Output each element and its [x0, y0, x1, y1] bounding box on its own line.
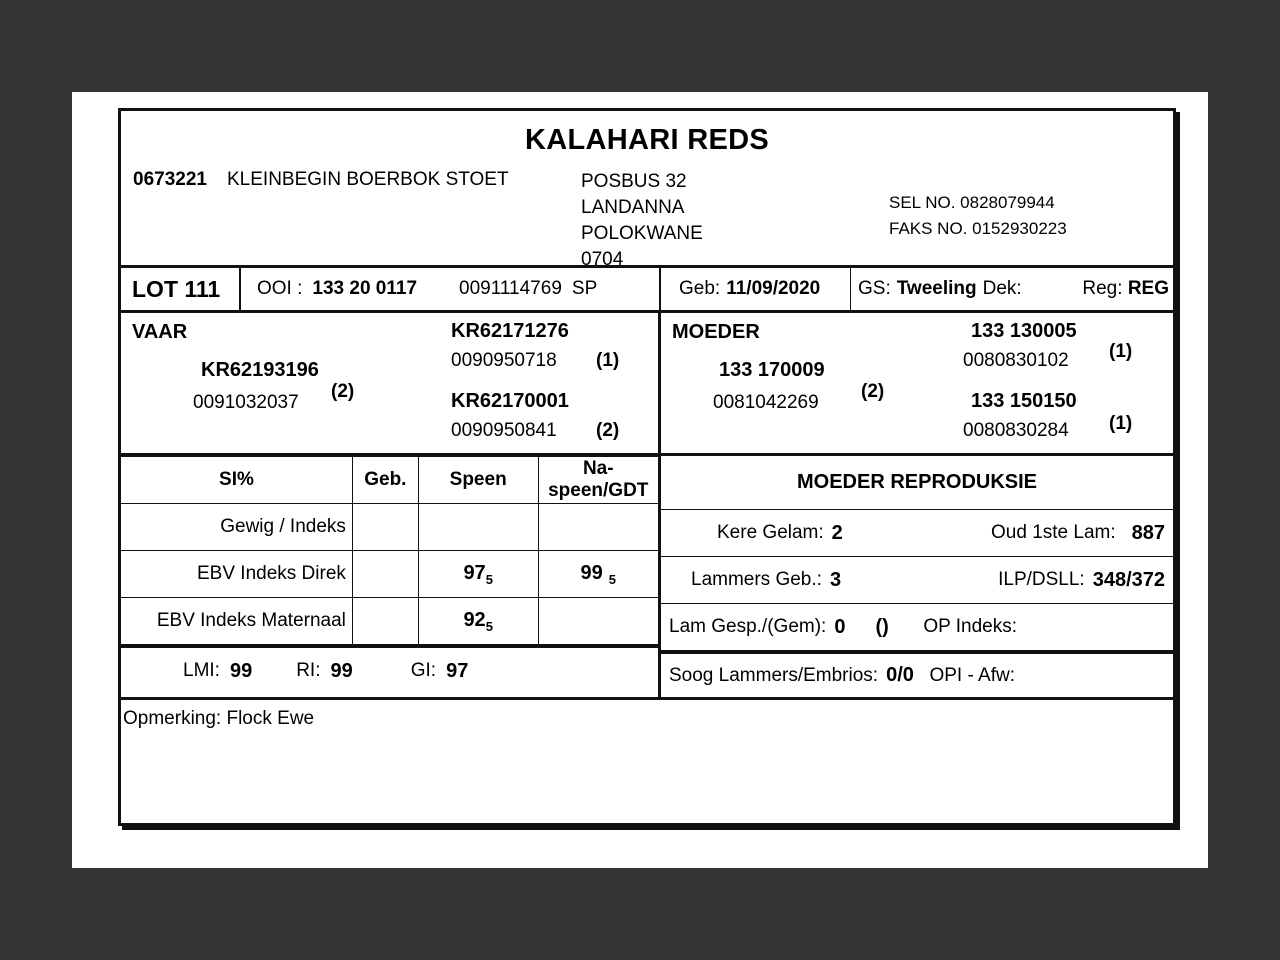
- sire-gsire-paren: (1): [596, 350, 620, 371]
- opi-afw-label: OPI - Afw:: [929, 664, 1015, 686]
- gewig-naspeen: [538, 504, 658, 551]
- birth-date-label: Geb:: [679, 278, 721, 299]
- oud-1ste-lam-value: 887: [1131, 521, 1165, 544]
- lam-gesp-value: 0: [834, 615, 846, 638]
- soog-lammers-value: 0/0: [886, 664, 914, 686]
- remark-label: Opmerking:: [123, 708, 222, 729]
- dam-paren: (2): [861, 381, 885, 402]
- reg-label: Reg:: [1082, 278, 1123, 299]
- owner-name: KLEINBEGIN BOERBOK STOET: [227, 169, 509, 190]
- dam-gdam-name: 133 150150: [971, 390, 1077, 412]
- reg-cell: [1082, 278, 1173, 300]
- dam-gdam-id: 0080830284: [963, 420, 1069, 441]
- ebv-maternaal-speen-sub: 5: [485, 618, 493, 634]
- dam-id: 0081042269: [713, 392, 819, 413]
- sire-gdam-paren: (2): [596, 420, 620, 441]
- oud-1ste-lam-group: [991, 522, 1173, 545]
- sire-panel: [121, 313, 661, 453]
- oud-1ste-lam-label: Oud 1ste Lam:: [991, 522, 1116, 543]
- lam-gesp-label: Lam Gesp./(Gem):: [669, 616, 827, 637]
- lower-section: [121, 456, 1173, 697]
- sire-heading: VAAR: [132, 321, 188, 343]
- ooi-number: 133 20 0117: [312, 278, 418, 299]
- ebv-direk-speen-sub: 5: [485, 571, 493, 587]
- row-label-ebv-maternaal: EBV Indeks Maternaal: [121, 598, 352, 645]
- dek-label: Dek:: [982, 278, 1022, 299]
- table-row: [121, 504, 658, 551]
- reproduction-row: [661, 557, 1173, 604]
- kere-gelam-value: 2: [831, 521, 843, 544]
- reg-value: REG: [1127, 278, 1169, 299]
- sire-name: KR62193196: [201, 359, 319, 381]
- gewig-speen: [418, 504, 538, 551]
- dam-gsire-id: 0080830102: [963, 350, 1069, 371]
- phone-number: SEL NO. 0828079944: [889, 193, 1055, 212]
- col-geb: Geb.: [352, 457, 418, 504]
- owner-number: 0673221: [133, 169, 207, 190]
- lmi-label: LMI:: [183, 660, 220, 681]
- ebv-direk-naspeen-sub: 5: [608, 571, 617, 587]
- lot-number: LOT 111: [121, 268, 241, 310]
- lam-gesp-gem: (): [875, 615, 889, 638]
- ooi-cell: [241, 268, 661, 310]
- animal-record-card: [118, 108, 1176, 826]
- birth-date-cell: [661, 268, 851, 310]
- address-line-1: POSBUS 32: [581, 171, 687, 192]
- address-line-4: 0704: [581, 249, 624, 270]
- address-line-3: POLOKWANE: [581, 223, 703, 244]
- ooi-code: SP: [571, 278, 598, 299]
- ebv-maternaal-naspeen: [538, 598, 658, 645]
- opi-afw-group: [929, 665, 1173, 687]
- dam-gsire-name: 133 130005: [971, 320, 1077, 342]
- table-row: [121, 551, 658, 598]
- row-label-gewig: Gewig / Indeks: [121, 504, 352, 551]
- remark-section: [121, 697, 1173, 805]
- birth-status-cell: [851, 268, 1173, 310]
- page-title: KALAHARI REDS: [525, 124, 769, 156]
- index-table-wrapper: [121, 456, 661, 697]
- contact-block: [889, 190, 1067, 242]
- ebv-maternaal-speen: [418, 598, 538, 645]
- reproduction-panel: [661, 456, 1173, 697]
- row-label-ebv-direk: EBV Indeks Direk: [121, 551, 352, 598]
- kere-gelam-label: Kere Gelam:: [717, 522, 824, 543]
- pedigree-section: [121, 313, 1173, 456]
- op-indeks-group: [923, 616, 1173, 638]
- lammers-geb-value: 3: [829, 568, 842, 591]
- dam-name: 133 170009: [719, 359, 825, 381]
- dam-panel: [661, 313, 1173, 453]
- ebv-maternaal-geb: [352, 598, 418, 645]
- index-table: [121, 456, 658, 645]
- ooi-label: OOI :: [257, 278, 303, 299]
- ebv-direk-naspeen-value: 99: [580, 561, 603, 584]
- col-si: SI%: [121, 457, 352, 504]
- op-indeks-label: OP Indeks:: [923, 616, 1017, 637]
- totals-row: [121, 645, 658, 694]
- index-table-header-row: [121, 457, 658, 504]
- birth-date-value: 11/09/2020: [726, 278, 821, 299]
- gi-label: GI:: [410, 660, 437, 681]
- gs-value: Tweeling: [896, 278, 977, 299]
- reproduction-heading: MOEDER REPRODUKSIE: [661, 456, 1173, 510]
- sire-gdam-name: KR62170001: [451, 390, 569, 412]
- reproduction-row: [661, 604, 1173, 651]
- sire-gdam-id: 0090950841: [451, 420, 557, 441]
- document-page: [72, 92, 1208, 868]
- fax-number: FAKS NO. 0152930223: [889, 219, 1067, 238]
- ooi-id: 0091114769: [459, 278, 562, 299]
- address-line-2: LANDANNA: [581, 197, 685, 218]
- col-speen: Speen: [418, 457, 538, 504]
- ebv-direk-speen: [418, 551, 538, 598]
- lmi-value: 99: [229, 659, 253, 682]
- table-row: [121, 598, 658, 645]
- ebv-maternaal-speen-value: 92: [463, 608, 486, 631]
- gi-value: 97: [446, 659, 469, 682]
- sire-gsire-name: KR62171276: [451, 320, 569, 342]
- remark-text: Flock Ewe: [226, 708, 315, 729]
- col-naspeen: Na-speen/GDT: [538, 457, 658, 504]
- owner-block: [121, 157, 1173, 270]
- sire-paren: (2): [331, 381, 355, 402]
- ebv-direk-naspeen: [538, 551, 658, 598]
- reproduction-row: [661, 510, 1173, 557]
- dam-gdam-paren: (1): [1109, 413, 1133, 434]
- dam-gsire-paren: (1): [1109, 341, 1133, 362]
- sire-id: 0091032037: [193, 392, 299, 413]
- ebv-direk-speen-value: 97: [463, 561, 486, 584]
- ilp-dsll-label: ILP/DSLL:: [998, 569, 1085, 590]
- dam-heading: MOEDER: [672, 321, 760, 343]
- gewig-geb: [352, 504, 418, 551]
- sire-gsire-id: 0090950718: [451, 350, 557, 371]
- ri-label: RI:: [296, 660, 321, 681]
- reproduction-row: [661, 651, 1173, 697]
- soog-lammers-label: Soog Lammers/Embrios:: [669, 664, 879, 686]
- lammers-geb-label: Lammers Geb.:: [691, 569, 822, 590]
- ilp-dsll-group: [998, 569, 1173, 592]
- owner-address: [581, 169, 703, 273]
- ilp-dsll-value: 348/372: [1092, 568, 1165, 591]
- ebv-direk-geb: [352, 551, 418, 598]
- ri-value: 99: [330, 659, 353, 682]
- gs-label: GS:: [858, 278, 891, 299]
